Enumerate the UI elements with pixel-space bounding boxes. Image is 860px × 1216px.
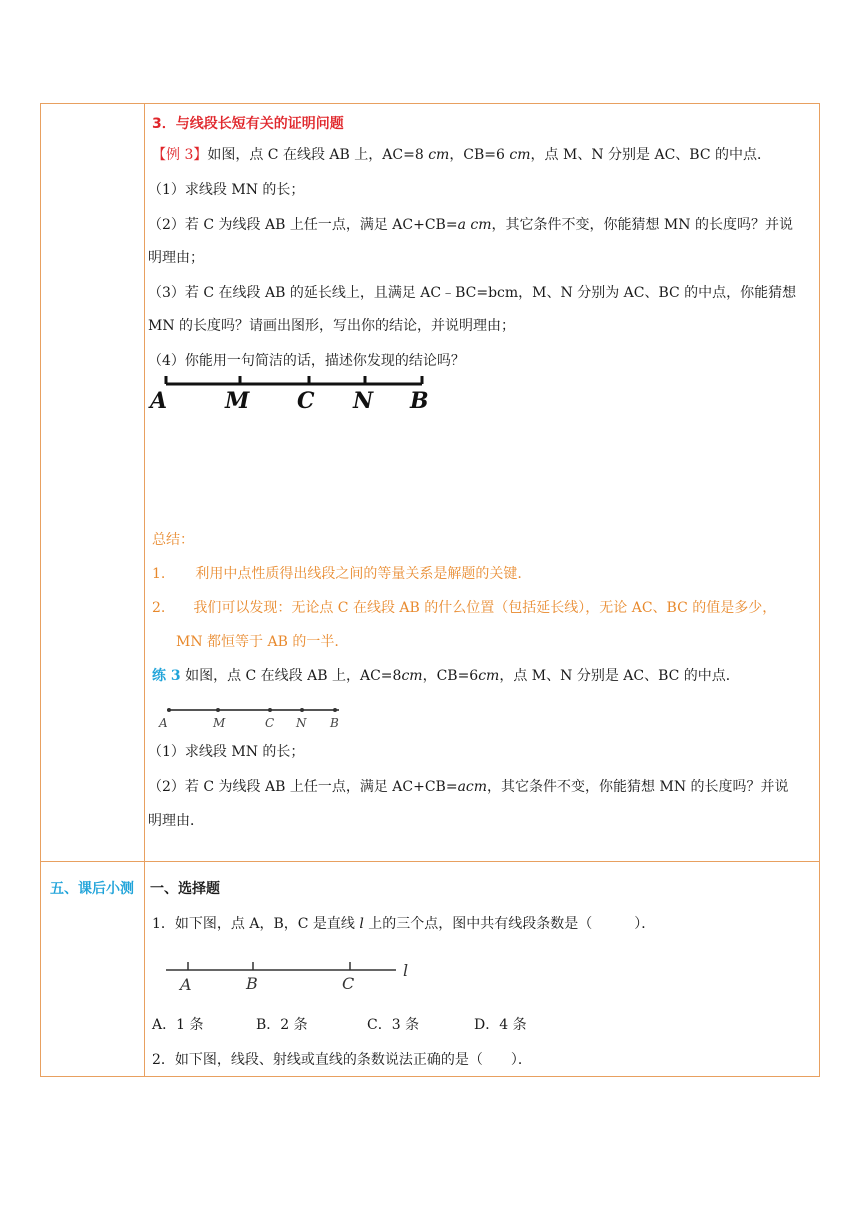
section-heading-choice: 一、选择题 — [150, 881, 220, 897]
section-label: 五、课后小测 — [50, 881, 134, 897]
question-2: （2）若 C 为线段 AB 上任一点，满足 AC+CB=a cm，其它条件不变，你能猜想 MN 的长度吗？并说 — [148, 217, 793, 233]
practice-tag: 练 3 — [152, 668, 181, 684]
dot-a — [167, 708, 171, 712]
question-4: （4）你能用一句简洁的话，描述你发现的结论吗？ — [148, 353, 465, 369]
dot-b — [333, 708, 337, 712]
dot-c — [268, 708, 272, 712]
question-2-cont: 明理由； — [148, 250, 204, 266]
summary-title: 总结： — [152, 532, 194, 548]
quiz-option-b: B．2 条 — [256, 1017, 308, 1033]
summary-item-1: 1. 利用中点性质得出线段之间的等量关系是解题的关键. — [152, 566, 522, 582]
practice-question-2: （2）若 C 为线段 AB 上任一点，满足 AC+CB=acm，其它条件不变，你能猜想 MN 的长度吗？并说 — [148, 779, 789, 795]
section-heading: 3．与线段长短有关的证明问题 — [152, 116, 344, 132]
small-label-m: M — [213, 716, 226, 730]
small-label-a: A — [159, 716, 168, 730]
quiz-label-b: B — [246, 974, 258, 993]
summary-item-2-cont: MN 都恒等于 AB 的一半. — [176, 634, 339, 650]
line-diagram-quiz — [160, 958, 430, 998]
point-label-a: A — [150, 388, 168, 414]
point-label-c: C — [297, 388, 315, 414]
small-label-b: B — [330, 716, 339, 730]
quiz-label-c: C — [342, 974, 355, 993]
small-label-c: C — [265, 716, 275, 730]
quiz-question-1: 1．如下图，点 A，B，C 是直线 l 上的三个点，图中共有线段条数是（ ）． — [152, 916, 656, 932]
question-1: （1）求线段 MN 的长； — [148, 182, 305, 198]
point-label-m: M — [225, 388, 250, 414]
row-divider — [41, 861, 819, 862]
practice-question-2-cont: 明理由． — [148, 813, 204, 829]
question-3: （3）若 C 在线段 AB 的延长线上，且满足 AC﹣BC=bcm，M、N 分别为 AC、BC 的中点，你能猜想 — [148, 285, 797, 301]
practice-3-stem: 练 3 如图，点 C 在线段 AB 上，AC=8cm，CB=6cm，点 M、N 分别是 AC、BC 的中点． — [152, 668, 740, 684]
segment-diagram-example — [146, 370, 446, 418]
segment-diagram-practice — [155, 700, 355, 732]
point-label-n: N — [353, 388, 374, 414]
question-3-cont: MN 的长度吗？请画出图形，写出你的结论，并说明理由； — [148, 318, 516, 334]
point-label-b: B — [410, 388, 429, 414]
column-divider — [144, 104, 145, 1076]
dot-n — [300, 708, 304, 712]
quiz-option-a: A．1 条 — [152, 1017, 204, 1033]
quiz-label-a: A — [180, 975, 192, 994]
quiz-option-c: C．3 条 — [367, 1017, 420, 1033]
practice-question-1: （1）求线段 MN 的长； — [148, 744, 305, 760]
quiz-option-d: D．4 条 — [474, 1017, 527, 1033]
line-label-l: l — [403, 961, 409, 980]
dot-m — [216, 708, 220, 712]
small-label-n: N — [296, 716, 307, 730]
summary-item-2: 2. 我们可以发现：无论点 C 在线段 AB 的什么位置（包括延长线），无论 AC、BC 的值是多少， — [152, 600, 777, 616]
quiz-question-2: 2．如下图，线段、射线或直线的条数说法正确的是（ ）． — [152, 1052, 532, 1068]
example-tag: 【例 3】 — [152, 147, 208, 163]
example-3-stem: 【例 3】如图，点 C 在线段 AB 上，AC=8 cm，CB=6 cm，点 M、N 分别是 AC、BC 的中点． — [152, 147, 771, 163]
